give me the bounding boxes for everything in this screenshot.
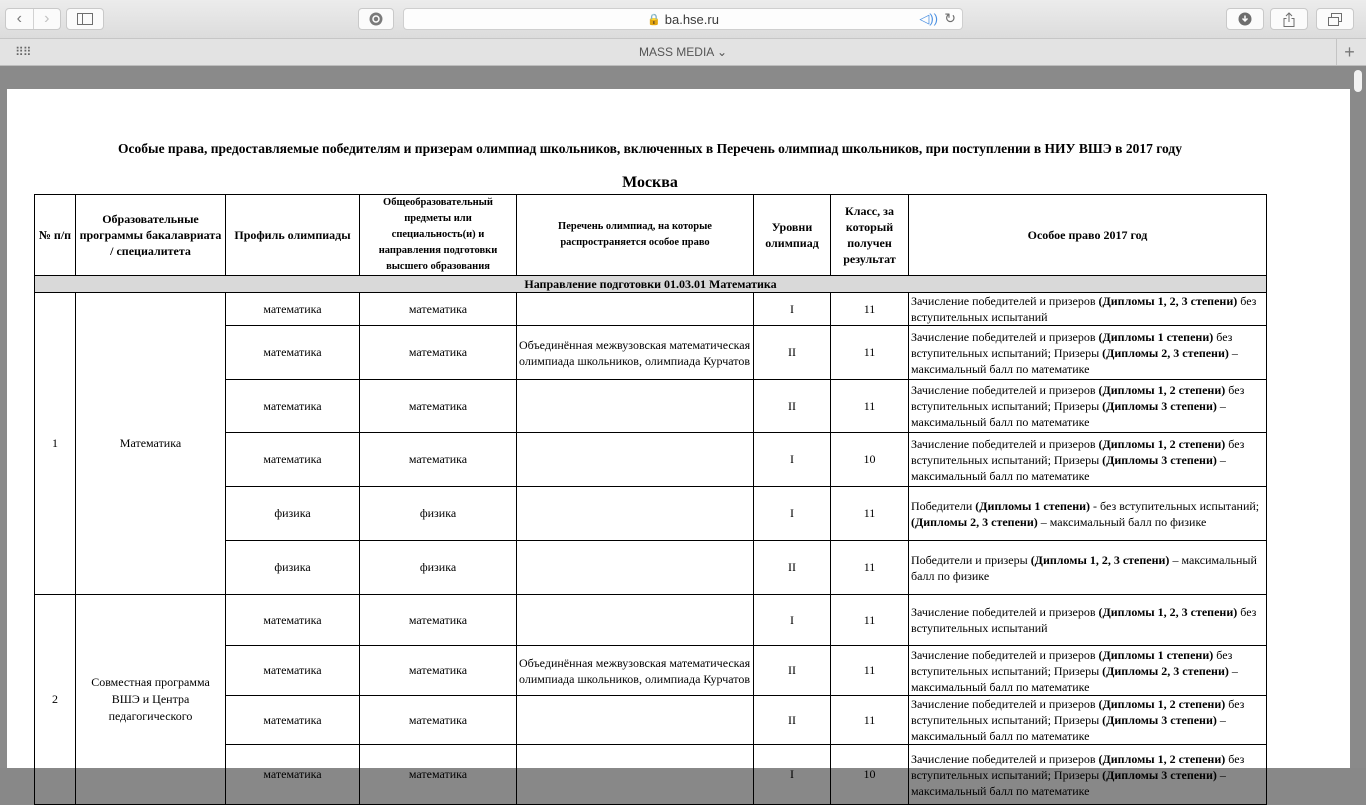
- tabs-icon: [1328, 13, 1342, 26]
- speaker-icon[interactable]: ◁)): [919, 11, 938, 26]
- right-text: Зачисление победителей и призеров: [911, 647, 1099, 662]
- level-cell: I: [754, 487, 831, 541]
- profile-cell: математика: [226, 293, 360, 326]
- diploma-degree-text: (Дипломы 1, 2 степени): [1098, 383, 1226, 397]
- address-url: ba.hse.ru: [664, 11, 719, 27]
- right-text: – максимальный балл по математике: [911, 399, 1226, 429]
- row-number: 2: [35, 595, 76, 805]
- olympiads-cell: [517, 293, 754, 326]
- right-text: – максимальный балл по математике: [911, 345, 1238, 376]
- nav-buttons: [5, 8, 61, 30]
- right-text: – максимальный балл по математике: [911, 767, 1226, 798]
- profile-cell: физика: [226, 487, 360, 541]
- diploma-degree-text: (Дипломы 3 степени): [1102, 452, 1217, 467]
- right-text: Зачисление победителей и призеров: [911, 329, 1099, 344]
- grade-cell: 11: [831, 541, 909, 595]
- special-right-cell: [909, 380, 1267, 433]
- diploma-degree-text: (Дипломы 1, 2 степени): [1098, 697, 1226, 711]
- table-header-row: [35, 195, 1267, 276]
- special-right-cell: [909, 696, 1267, 745]
- program-name: Совместная программа ВШЭ и Центра педагогического: [76, 595, 226, 805]
- right-text: Победители и призеры: [911, 552, 1031, 567]
- diploma-degree-text: (Дипломы 3 степени): [1102, 399, 1217, 413]
- right-text: - без вступительных испытаний;: [1090, 498, 1260, 513]
- diploma-degree-text: (Дипломы 3 степени): [1102, 713, 1217, 727]
- special-right-cell: [909, 326, 1267, 380]
- right-text: без вступительных испытаний: [911, 605, 1257, 635]
- city-heading: Москва: [622, 174, 678, 191]
- profile-cell: математика: [226, 696, 360, 745]
- right-text: – максимальный балл по математике: [911, 663, 1238, 694]
- grade-cell: 11: [831, 326, 909, 380]
- right-text: Зачисление победителей и призеров: [911, 383, 1099, 397]
- grade-cell: 11: [831, 380, 909, 433]
- right-text: без вступительных испытаний: [911, 294, 1257, 324]
- level-cell: I: [754, 595, 831, 646]
- olympiad-rights-table: [34, 194, 1267, 805]
- header-olympiads: Перечень олимпиад, на которые распространяется особое право: [517, 195, 754, 276]
- right-text: без вступительных испытаний; Призеры: [911, 751, 1245, 782]
- right-text: – максимальный балл по физике: [911, 552, 1257, 583]
- scrollbar-thumb[interactable]: [1354, 70, 1362, 92]
- grade-cell: 10: [831, 745, 909, 805]
- profile-cell: математика: [226, 380, 360, 433]
- subject-cell: математика: [360, 696, 517, 745]
- subject-cell: математика: [360, 293, 517, 326]
- section-row: [35, 276, 1267, 293]
- lock-icon: 🔒: [647, 13, 661, 26]
- document-page: [7, 89, 1350, 798]
- extension-button[interactable]: [358, 8, 394, 30]
- header-level: Уровни олимпиад: [754, 195, 831, 276]
- right-text: Зачисление победителей и призеров: [911, 751, 1099, 766]
- level-cell: II: [754, 541, 831, 595]
- special-right-cell: [909, 293, 1267, 326]
- right-text: Победители: [911, 498, 976, 513]
- new-tab-button[interactable]: [1336, 39, 1362, 65]
- tab-title[interactable]: MASS MEDIA ⌄: [638, 45, 728, 59]
- sidebar-icon: [77, 13, 93, 25]
- special-right-cell: [909, 433, 1267, 487]
- header-num: № п/п: [35, 195, 76, 276]
- olympiads-cell: Объединённая межвузовская математическая олимпиада школьников, олимпиада Курчатов: [517, 646, 754, 696]
- diploma-degree-text: (Дипломы 1 степени): [1098, 329, 1214, 344]
- program-name: Математика: [76, 293, 226, 595]
- downloads-button[interactable]: [1226, 8, 1264, 30]
- right-text: Зачисление победителей и призеров: [911, 294, 1099, 308]
- profile-cell: математика: [226, 646, 360, 696]
- level-cell: II: [754, 326, 831, 380]
- profile-cell: физика: [226, 541, 360, 595]
- address-bar[interactable]: [403, 8, 963, 30]
- diploma-degree-text: (Дипломы 1 степени): [1098, 647, 1214, 662]
- scrollbar[interactable]: [1350, 66, 1366, 768]
- level-cell: II: [754, 646, 831, 696]
- subject-cell: математика: [360, 326, 517, 380]
- olympiads-cell: [517, 541, 754, 595]
- olympiads-cell: [517, 745, 754, 805]
- profile-cell: математика: [226, 433, 360, 487]
- grade-cell: 11: [831, 595, 909, 646]
- profile-cell: математика: [226, 745, 360, 805]
- special-right-cell: [909, 541, 1267, 595]
- grade-cell: 10: [831, 433, 909, 487]
- diploma-degree-text: (Дипломы 1, 2, 3 степени): [1098, 605, 1238, 619]
- diploma-degree-text: (Дипломы 1 степени): [975, 498, 1091, 513]
- subject-cell: математика: [360, 380, 517, 433]
- special-right-cell: [909, 595, 1267, 646]
- olympiads-cell: [517, 696, 754, 745]
- grade-cell: 11: [831, 696, 909, 745]
- profile-cell: математика: [226, 326, 360, 380]
- olympiads-cell: [517, 487, 754, 541]
- share-icon: [1283, 12, 1295, 27]
- plus-icon: +: [1344, 41, 1355, 62]
- back-button[interactable]: ‹: [16, 10, 22, 27]
- diploma-degree-text: (Дипломы 1, 2 степени): [1098, 436, 1226, 451]
- subject-cell: математика: [360, 745, 517, 805]
- right-text: – максимальный балл по математике: [911, 713, 1226, 743]
- header-grade: Класс, за который получен результат: [831, 195, 909, 276]
- olympiads-cell: [517, 595, 754, 646]
- forward-button[interactable]: ›: [33, 9, 61, 29]
- right-text: Зачисление победителей и призеров: [911, 697, 1099, 711]
- sidebar-toggle-button[interactable]: [66, 8, 104, 30]
- header-program: Образовательные программы бакалавриата / специалитета: [76, 195, 226, 276]
- right-text: – максимальный балл по физике: [1037, 514, 1207, 529]
- grid-icon[interactable]: ⠿⠿: [15, 45, 31, 59]
- tabs-overview-button[interactable]: [1316, 8, 1354, 30]
- right-text: без вступительных испытаний; Призеры: [911, 329, 1233, 360]
- right-text: без вступительных испытаний; Призеры: [911, 697, 1245, 727]
- right-text: без вступительных испытаний; Призеры: [911, 647, 1233, 678]
- header-subject: Общеобразовательный предметы или специальность(и) и направления подготовки высшего образования: [360, 195, 517, 276]
- grade-cell: 11: [831, 487, 909, 541]
- olympiads-cell: [517, 433, 754, 487]
- diploma-degree-text: (Дипломы 1, 2 степени): [1098, 751, 1226, 766]
- header-right: Особое право 2017 год: [909, 195, 1267, 276]
- level-cell: II: [754, 696, 831, 745]
- special-right-cell: [909, 646, 1267, 696]
- subject-cell: физика: [360, 487, 517, 541]
- table-row: [35, 595, 1267, 646]
- diploma-degree-text: (Дипломы 2, 3 степени): [1102, 663, 1229, 678]
- special-right-cell: [909, 745, 1267, 805]
- diploma-degree-text: (Дипломы 2, 3 степени): [1102, 345, 1229, 360]
- chevron-down-icon: ⌄: [716, 45, 728, 59]
- level-cell: II: [754, 380, 831, 433]
- section-title: Направление подготовки 01.03.01 Математика: [35, 276, 1267, 293]
- header-profile: Профиль олимпиады: [226, 195, 360, 276]
- table-row: [35, 293, 1267, 326]
- special-right-cell: [909, 487, 1267, 541]
- diploma-degree-text: (Дипломы 1, 2, 3 степени): [1098, 294, 1238, 308]
- level-cell: I: [754, 433, 831, 487]
- share-button[interactable]: [1270, 8, 1308, 30]
- profile-cell: математика: [226, 595, 360, 646]
- grade-cell: 11: [831, 293, 909, 326]
- right-text: без вступительных испытаний; Призеры: [911, 383, 1245, 413]
- diploma-degree-text: (Дипломы 1, 2, 3 степени): [1030, 552, 1170, 567]
- subject-cell: математика: [360, 646, 517, 696]
- subject-cell: физика: [360, 541, 517, 595]
- level-cell: I: [754, 745, 831, 805]
- right-text: без вступительных испытаний; Призеры: [911, 436, 1245, 467]
- favorites-bar: [0, 39, 1366, 66]
- olympiads-cell: [517, 380, 754, 433]
- download-icon: [1238, 12, 1252, 26]
- level-cell: I: [754, 293, 831, 326]
- right-text: – максимальный балл по математике: [911, 452, 1226, 483]
- document-title: Особые права, предоставляемые победителям и призерам олимпиад школьников, включенных в Перечень олимпиад школьников, при поступлении в НИУ ВШЭ в 2017 году: [118, 141, 1182, 156]
- extension-icon: [369, 12, 383, 26]
- diploma-degree-text: (Дипломы 3 степени): [1102, 767, 1217, 782]
- right-text: Зачисление победителей и призеров: [911, 605, 1099, 619]
- row-number: 1: [35, 293, 76, 595]
- olympiads-cell: Объединённая межвузовская математическая олимпиада школьников, олимпиада Курчатов: [517, 326, 754, 380]
- diploma-degree-text: (Дипломы 2, 3 степени): [911, 514, 1038, 529]
- grade-cell: 11: [831, 646, 909, 696]
- subject-cell: математика: [360, 595, 517, 646]
- right-text: Зачисление победителей и призеров: [911, 436, 1099, 451]
- subject-cell: математика: [360, 433, 517, 487]
- browser-toolbar: [0, 0, 1366, 39]
- reload-icon[interactable]: ↻: [944, 10, 956, 26]
